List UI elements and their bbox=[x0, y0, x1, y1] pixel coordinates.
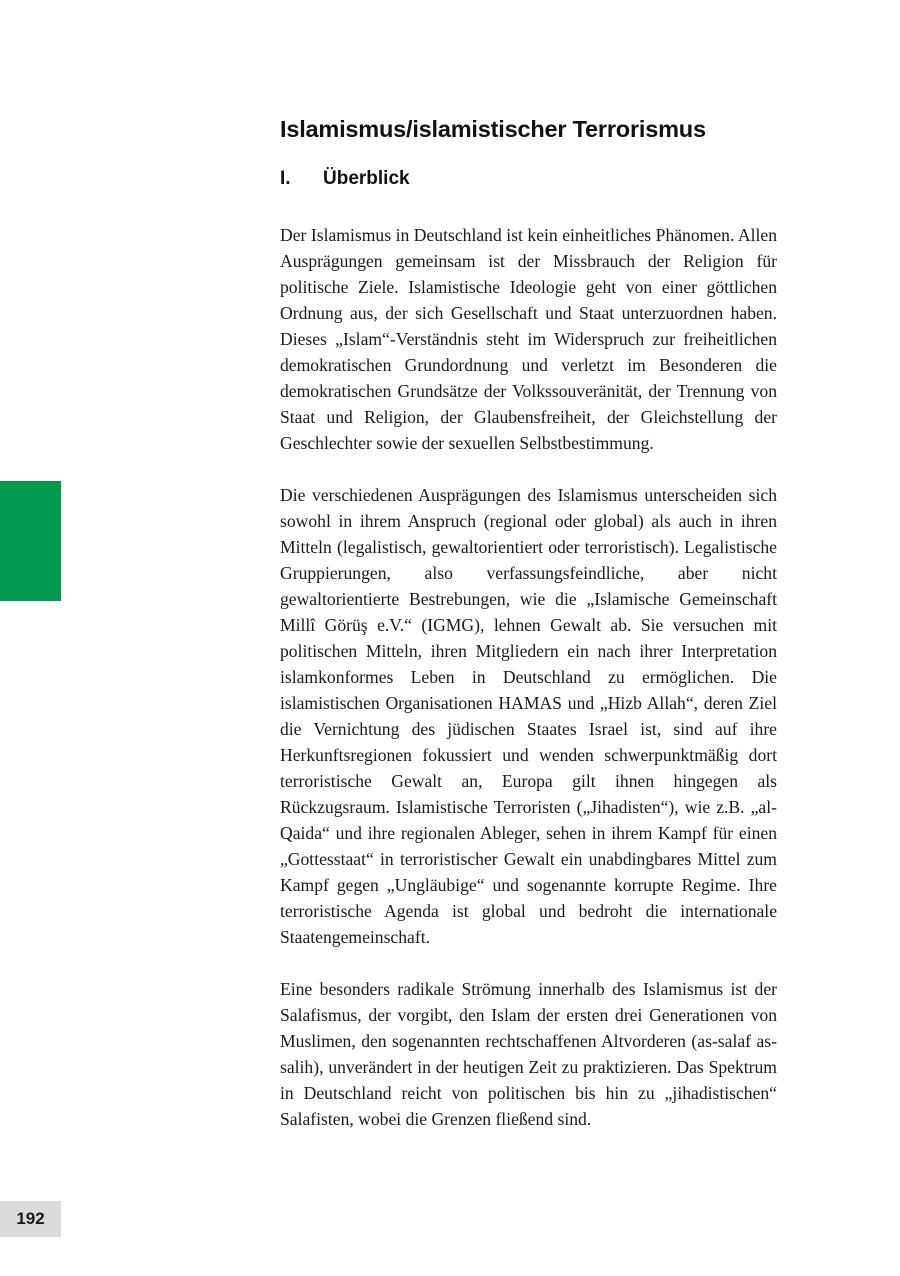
page-number: 192 bbox=[16, 1209, 45, 1228]
body-paragraph: Eine besonders radikale Strömung innerhalb des Islamismus ist der Salafismus, der vorgibt, den Islam der ersten drei Generationen von Muslimen, den sogenannten rechtschaffenen Altvorderen (as-salaf as-salih), unverändert in der heutigen Zeit zu praktizieren. Das Spektrum in Deutschland reicht von politischen bis hin zu „jihadistischen“ Salafisten, wobei die Grenzen fließend sind. bbox=[280, 979, 777, 1129]
page-number-box bbox=[0, 1201, 61, 1237]
body-paragraph: Die verschiedenen Ausprägungen des Islamismus unterscheiden sich sowohl in ihrem Anspruch (regional oder global) als auch in ihren Mitteln (legalistisch, gewaltorientiert oder terroristisch). Legalistische Gruppierungen, also verfassungsfeindliche, aber nicht gewaltorientierte Bestrebungen, wie die „Islamische Gemeinschaft Millî Görüş e.V.“ (IGMG), lehnen Gewalt ab. Sie versuchen mit politischen Mitteln, ihren Mitgliedern ein nach ihrer Interpretation islamkonformes Leben in Deutschland zu ermöglichen. Die islamistischen Organisationen HAMAS und „Hizb Allah“, deren Ziel die Vernichtung des jüdischen Staates Israel ist, sind auf ihre Herkunftsregionen fokussiert und wenden schwerpunktmäßig dort terroristische Gewalt an, Europa gilt ihnen hingegen als Rückzugsraum. Islamistische Terroristen („Jihadisten“), wie z.B. „al-Qaida“ und ihre regionalen Ableger, sehen in ihrem Kampf für einen „Gottesstaat“ in terroristischer Gewalt ein unabdingbares Mittel zum Kampf gegen „Ungläubige“ und sogenannte korrupte Regime. Ihre terroristische Agenda ist global und bedroht die internationale Staatengemeinschaft. bbox=[280, 485, 777, 947]
section-heading bbox=[280, 164, 777, 194]
chapter-marker-tab bbox=[0, 481, 61, 601]
section-number: I. bbox=[280, 168, 291, 189]
body-paragraph: Der Islamismus in Deutschland ist kein einheitliches Phänomen. Allen Ausprägungen gemeinsam ist der Missbrauch der Religion für politische Ziele. Islamistische Ideologie geht von einer göttlichen Ordnung aus, der sich Gesellschaft und Staat unterzuordnen haben. Dieses „Islam“-Verständnis steht im Widerspruch zur freiheitlichen demokratischen Grundordnung und verletzt im Besonderen die demokratischen Grundsätze der Volkssouveränität, der Trennung von Staat und Religion, der Glaubensfreiheit, der Gleichstellung der Geschlechter sowie der sexuellen Selbstbestimmung. bbox=[280, 225, 777, 453]
main-content bbox=[280, 110, 777, 1132]
section-title: Überblick bbox=[323, 168, 410, 189]
chapter-title: Islamismus/islamistischer Terrorismus bbox=[280, 116, 706, 142]
